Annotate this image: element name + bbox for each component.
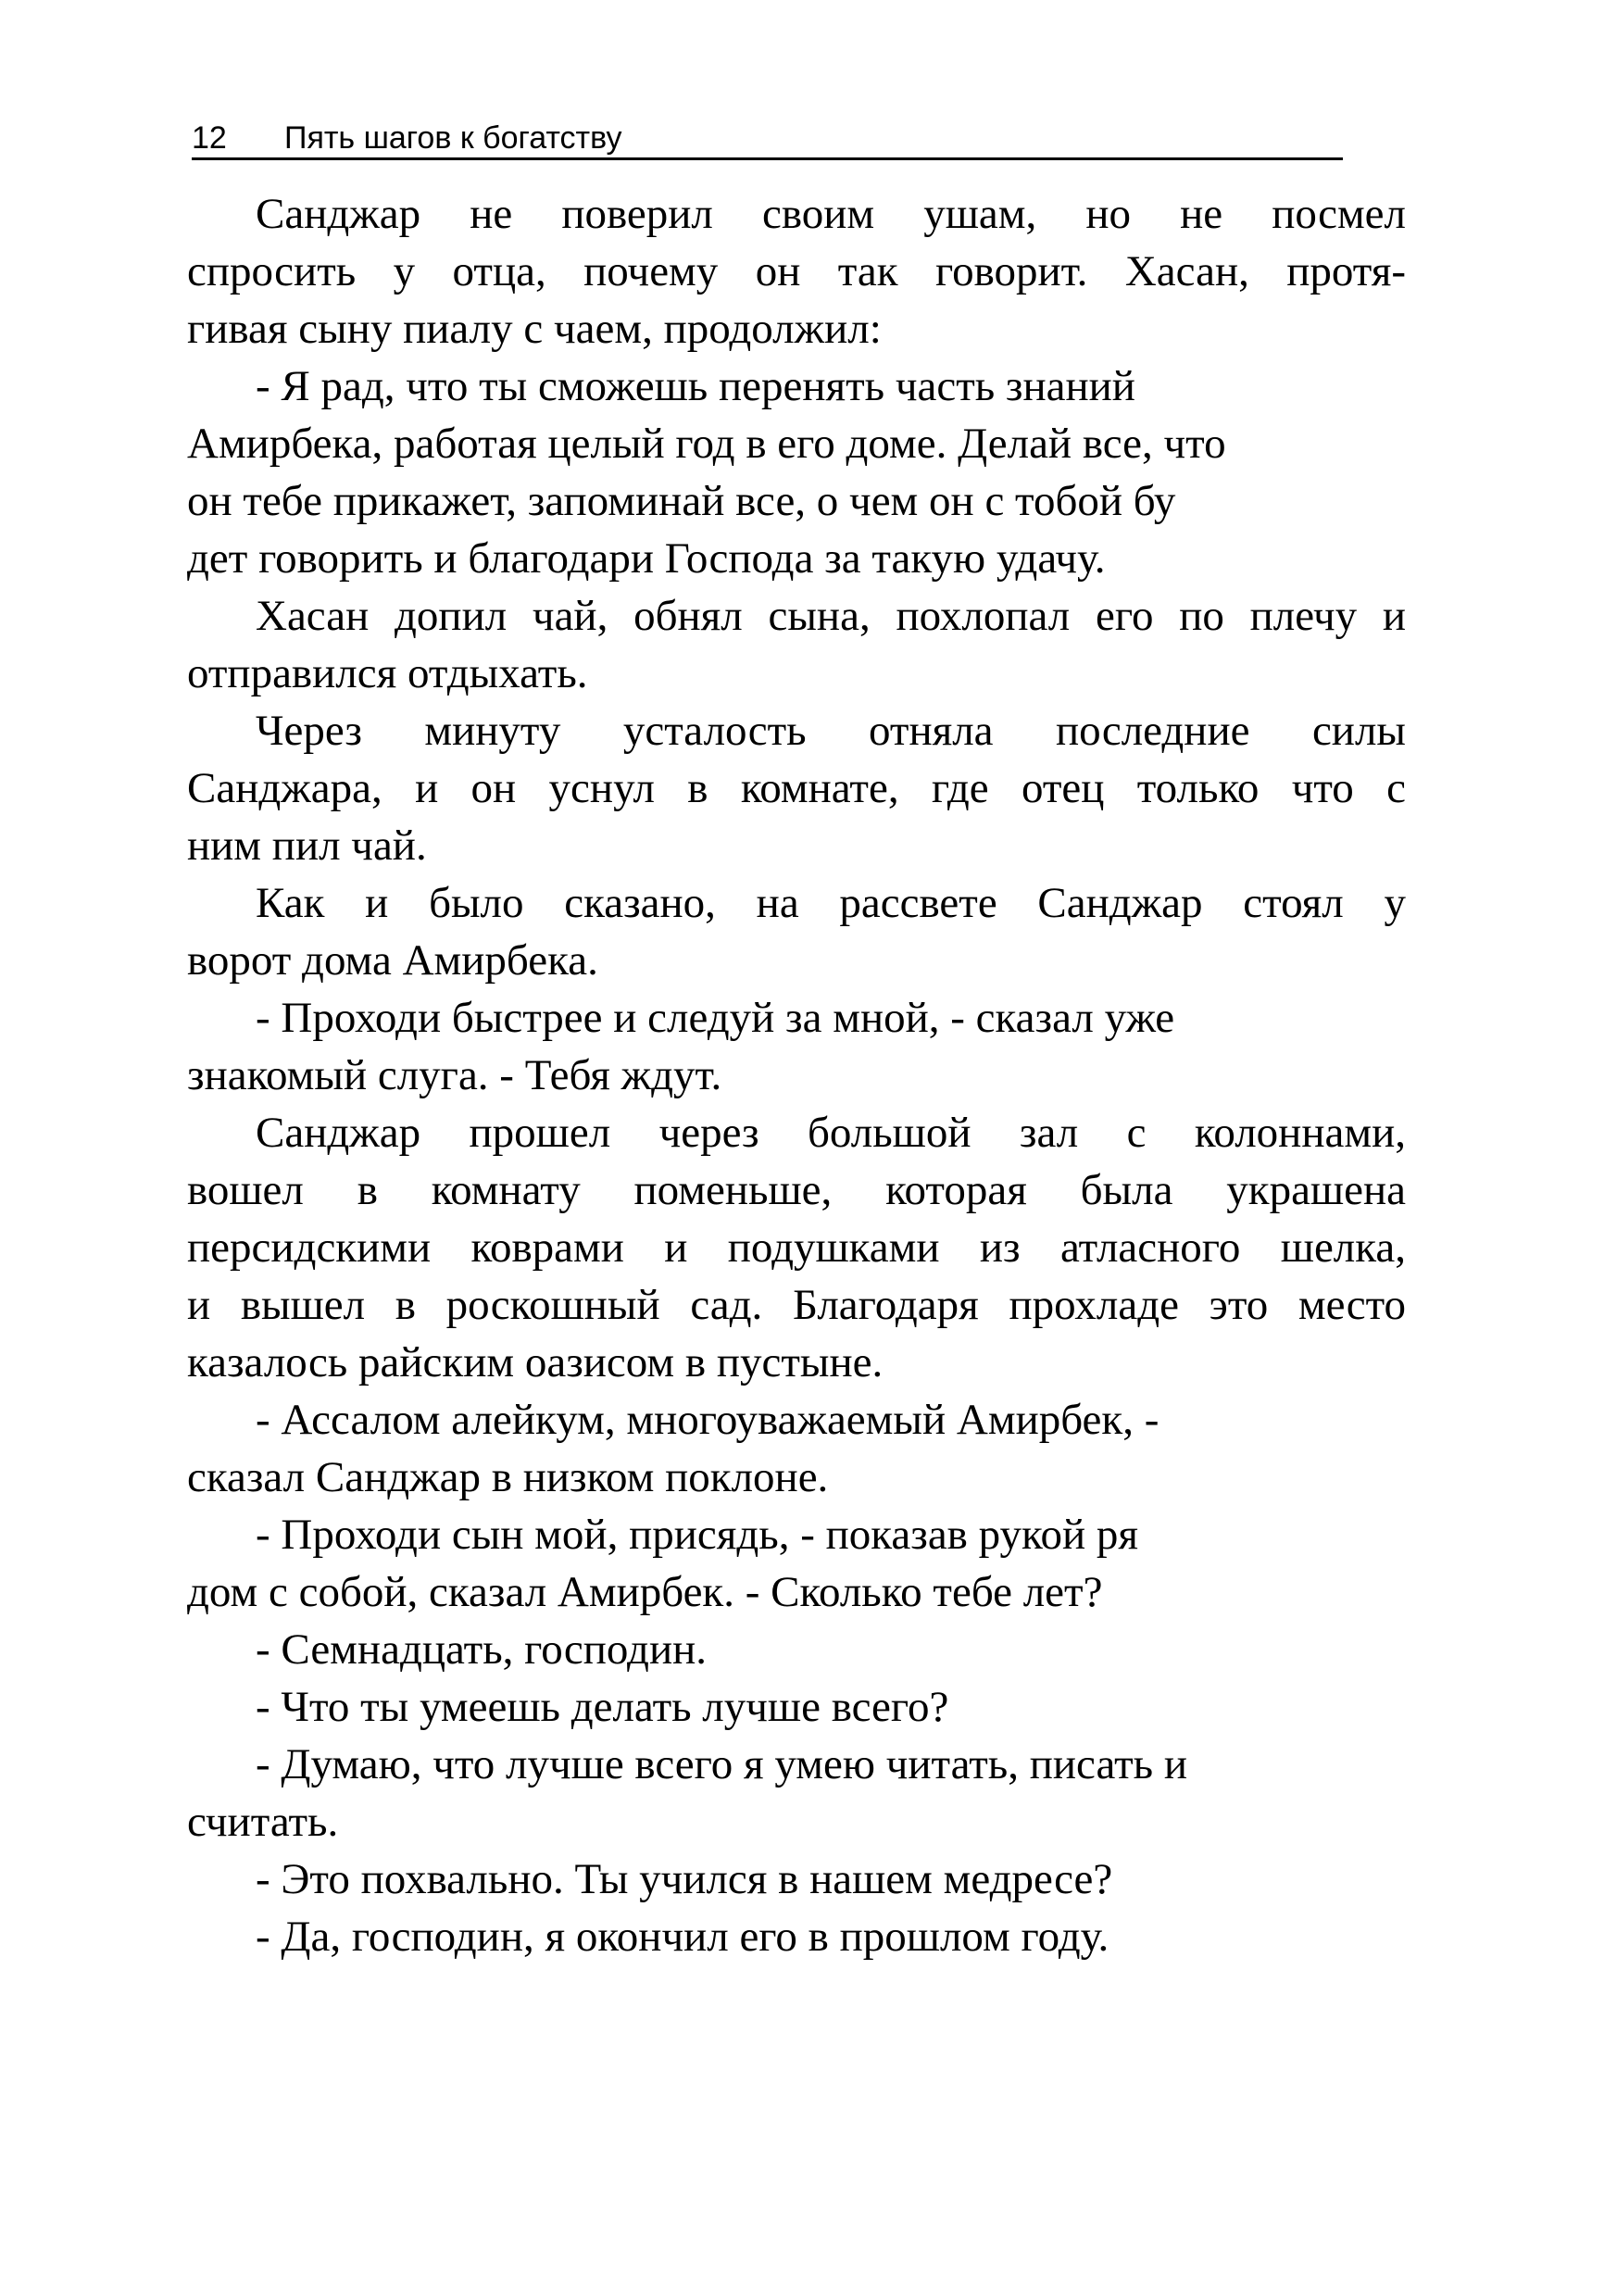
text-line: - Проходи сын мой, присядь, - показав рукой ря [256, 1511, 1138, 1559]
text-line: дет говорить и благодари Господа за такую удачу. [187, 534, 1106, 583]
text-line: Через минуту усталость отняла последние силы [256, 707, 1406, 755]
body-text [187, 185, 1406, 1965]
text-line: - Я рад, что ты сможешь перенять часть знаний [256, 362, 1135, 410]
text-line: дом с собой, сказал Амирбек. - Сколько тебе лет? [187, 1568, 1103, 1616]
text-line: - Семнадцать, господин. [256, 1625, 708, 1674]
text-line: Амирбека, работая целый год в его доме. Делай все, что [187, 420, 1226, 468]
text-line: знакомый слуга. - Тебя ждут. [187, 1051, 722, 1099]
text-line: - Ассалом алейкум, многоуважаемый Амирбек, - [256, 1396, 1159, 1444]
text-line: Хасан допил чай, обнял сына, похлопал его по плечу и [256, 592, 1406, 640]
text-line: ворот дома Амирбека. [187, 936, 598, 985]
text-line: спросить у отца, почему он так говорит. Хасан, протя- [187, 247, 1406, 295]
text-line: Как и было сказано, на рассвете Санджар стоял у [256, 879, 1406, 927]
text-line: гивая сыну пиалу с чаем, продолжил: [187, 305, 882, 353]
running-header [192, 119, 1343, 160]
text-line: - Проходи быстрее и следуй за мной, - сказал уже [256, 994, 1175, 1042]
text-line: - Что ты умеешь делать лучше всего? [256, 1683, 949, 1731]
text-line: Санджара, и он уснул в комнате, где отец только что с [187, 764, 1406, 812]
text-line: сказал Санджар в низком поклоне. [187, 1453, 829, 1501]
text-line: - Это похвально. Ты учился в нашем медресе? [256, 1855, 1113, 1903]
text-line: персидскими коврами и подушками из атласного шелка, [187, 1223, 1406, 1272]
text-line: и вышел в роскошный сад. Благодаря прохладе это место [187, 1281, 1406, 1329]
text-line: - Да, господин, я окончил его в прошлом году. [256, 1913, 1109, 1961]
text-line: казалось райским оазисом в пустыне. [187, 1338, 884, 1386]
book-title: Пять шагов к богатству [284, 120, 622, 156]
text-line: Санджар прошел через большой зал с колоннами, [256, 1109, 1406, 1157]
text-line: - Думаю, что лучше всего я умею читать, писать и [256, 1740, 1188, 1788]
page-number: 12 [192, 120, 227, 156]
text-line: отправился отдыхать. [187, 649, 588, 697]
text-line: Санджар не поверил своим ушам, но не посмел [256, 190, 1406, 238]
text-line: вошел в комнату поменьше, которая была украшена [187, 1166, 1406, 1214]
text-line: ним пил чай. [187, 822, 427, 870]
text-line: он тебе прикажет, запоминай все, о чем он с тобой бу [187, 477, 1176, 525]
text-line: считать. [187, 1798, 339, 1846]
